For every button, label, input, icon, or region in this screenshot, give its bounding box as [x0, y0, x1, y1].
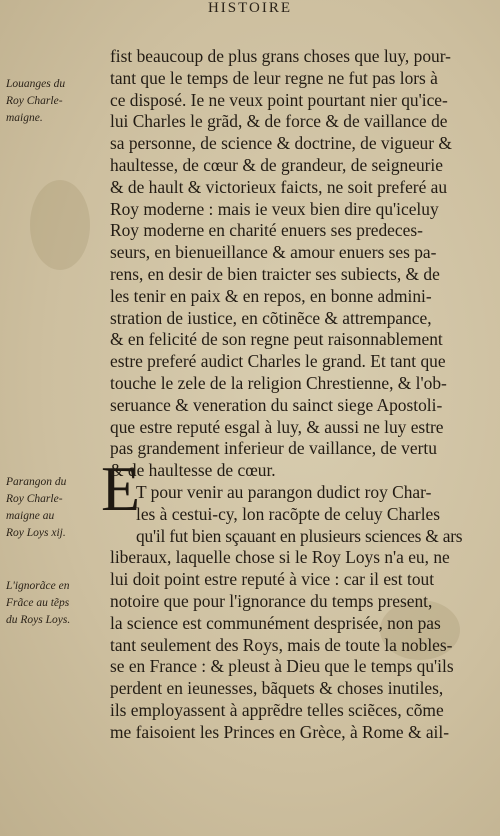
margin-note-parangon	[6, 474, 106, 542]
body-line: me faisoient les Princes en Grèce, à Rome & ail-	[110, 721, 449, 742]
body-line: notoire que pour l'ignorance du temps present,	[110, 590, 433, 611]
body-line: lui doit point estre reputé à vice : car il est tout	[110, 569, 435, 590]
body-line: stration de iustice, en cõtinẽce & attrempance,	[110, 307, 432, 328]
body-line: les tenir en paix & en repos, en bonne admini-	[110, 285, 432, 306]
margin-note-line: Frãce au tẽps	[6, 597, 70, 609]
body-line: tant que le temps de leur regne ne fut pas lors à	[110, 67, 438, 88]
body-line: seurs, en bienueillance & amour enuers ses pa-	[110, 242, 437, 263]
body-line: les à cestui-cy, lon racõpte de celuy Charles	[136, 503, 441, 524]
margin-note-line: Roy Charle-	[6, 493, 63, 505]
body-line: lui Charles le grãd, & de force & de vaillance de	[110, 111, 448, 132]
body-line: seruance & veneration du sainct siege Apostoli-	[110, 394, 443, 415]
body-line: & de hault & victorieux faicts, ne soit preferé au	[110, 176, 448, 197]
margin-note-line: du Roys Loys.	[6, 614, 71, 626]
body-line: la science est communément desprisée, non pas	[110, 612, 441, 633]
margin-note-line: maigne.	[6, 112, 43, 124]
body-line: Roy moderne en charité enuers ses predeces-	[110, 220, 423, 241]
margin-note-line: Roy Charle-	[6, 95, 63, 107]
body-line: pas grandement inferieur de vaillance, de vertu	[110, 438, 437, 459]
margin-note-line: Louanges du	[6, 78, 66, 90]
running-head: HISTOIRE	[207, 0, 293, 16]
body-line: ils employassent à apprẽdre telles sciẽces, cõme	[110, 699, 444, 720]
body-line: & de haultesse de cœur.	[110, 460, 276, 481]
margin-note-line: L'ignorãce en	[6, 580, 70, 592]
margin-note-ignorance	[6, 578, 106, 629]
body-line: que estre reputé esgal à luy, & aussi ne luy estre	[110, 416, 444, 437]
body-line: sa personne, de science & doctrine, de vigueur &	[110, 133, 452, 154]
body-line: perdent en ieunesses, bãquets & choses inutiles,	[110, 678, 444, 699]
drop-cap: E	[101, 453, 141, 524]
margin-note-louanges	[6, 76, 106, 127]
main-text-column	[110, 46, 462, 744]
margin-note-line: maigne au	[6, 510, 55, 522]
margin-note-line: Roy Loys xij.	[6, 527, 66, 539]
body-line: qu'il fut bien sçauant en plusieurs sciences & ars	[136, 525, 463, 546]
body-line: & en felicité de son regne peut raisonnablement	[110, 329, 443, 350]
body-line: tant seulement des Roys, mais de toute la nobles-	[110, 634, 453, 655]
paper-stain	[30, 180, 90, 270]
body-line: rens, en desir de bien traicter ses subiects, & de	[110, 263, 440, 284]
body-line: se en France : & pleust à Dieu que le temps qu'ils	[110, 656, 454, 677]
body-line: estre preferé audict Charles le grand. Et tant que	[110, 351, 446, 372]
body-line: fist beaucoup de plus grans choses que luy, pour-	[110, 46, 451, 66]
margin-note-line: Parangon du	[6, 476, 67, 488]
body-line: T pour venir au parangon dudict roy Char-	[136, 481, 432, 502]
body-line: liberaux, laquelle chose si le Roy Loys n'a eu, ne	[110, 547, 450, 568]
body-line: touche le zele de la religion Chrestienne, & l'ob-	[110, 372, 447, 393]
body-line: ce disposé. Ie ne veux point pourtant nier qu'ice-	[110, 89, 448, 110]
body-line: haultesse, de cœur & de grandeur, de seigneurie	[110, 154, 443, 175]
body-line: Roy moderne : mais ie veux bien dire qu'iceluy	[110, 198, 439, 219]
